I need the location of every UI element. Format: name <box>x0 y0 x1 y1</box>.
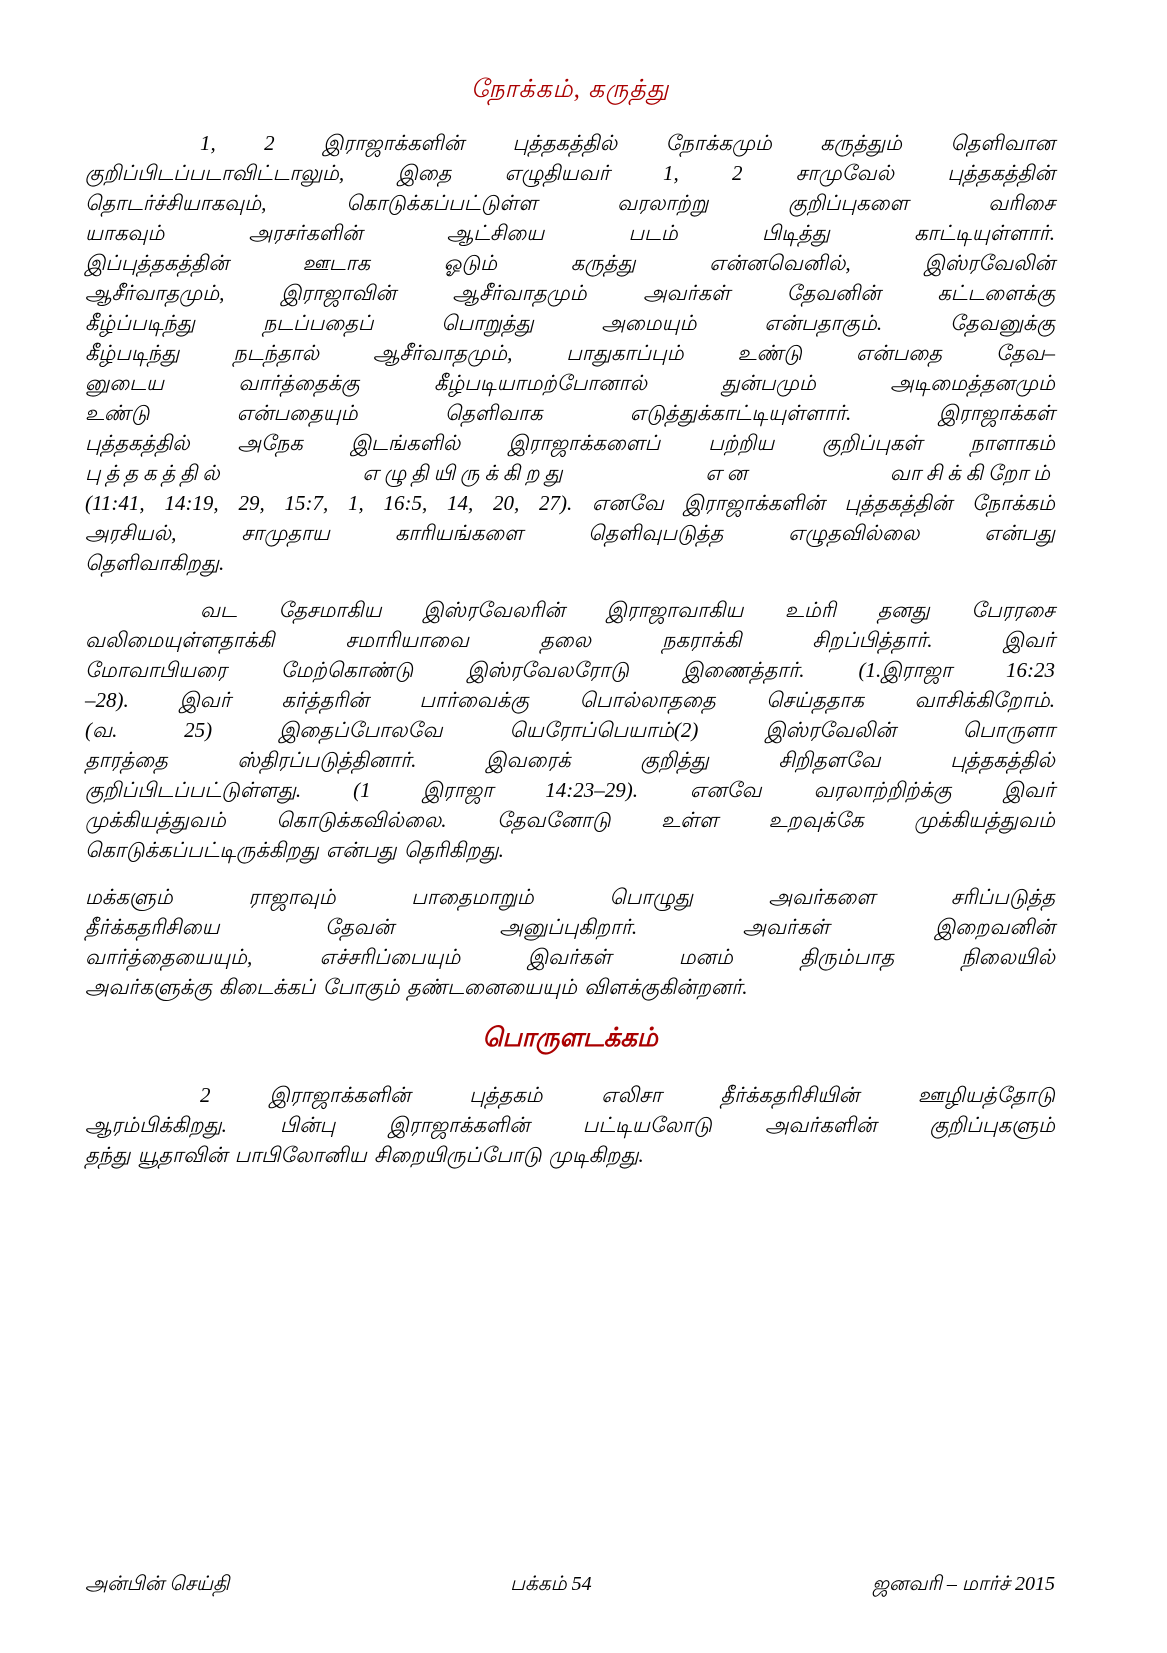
text-line: இப்புத்தகத்தின் ஊடாக ஓடும் கருத்து என்னவெனில், இஸ்ரவேலின் <box>85 251 1055 275</box>
body-paragraphs-top <box>85 128 1055 1002</box>
text-line: குறிப்பிடப்படாவிட்டாலும், இதை எழுதியவர் 1, 2 சாமுவேல் புத்தகத்தின் <box>85 161 1055 185</box>
text-line: கொடுக்கப்பட்டிருக்கிறது என்பது தெரிகிறது. <box>85 838 504 862</box>
text-line: ஆரம்பிக்கிறது. பின்பு இராஜாக்களின் பட்டியலோடு அவர்களின் குறிப்புகளும் <box>85 1113 1055 1137</box>
text-line: புத்தகத்தில் அநேக இடங்களில் இராஜாக்களைப் பற்றிய குறிப்புகள் நாளாகம் <box>85 431 1055 455</box>
text-line: வட தேசமாகிய இஸ்ரவேலரின் இராஜாவாகிய உம்ரி தனது பேரரசை <box>200 598 1055 622</box>
text-line: உண்டு என்பதையும் தெளிவாக எடுத்துக்காட்டியுள்ளார். இராஜாக்கள் <box>85 401 1055 425</box>
section-heading-contents: பொருளடக்கம் <box>482 1023 658 1052</box>
text-line: குறிப்பிடப்பட்டுள்ளது. (1 இராஜா 14:23–29). எனவே வரலாற்றிற்க்கு இவர் <box>85 778 1055 802</box>
text-line: தெளிவாகிறது. <box>85 551 225 575</box>
paragraph <box>85 882 1055 1002</box>
page-content <box>85 75 1055 1187</box>
text-line: முக்கியத்துவம் கொடுக்கவில்லை. தேவனோடு உள்ள உறவுக்கே முக்கியத்துவம் <box>85 808 1055 832</box>
footer-issue-date: ஜனவரி – மார்ச் 2015 <box>872 1573 1055 1595</box>
paragraph <box>85 595 1055 865</box>
text-line: 1, 2 இராஜாக்களின் புத்தகத்தில் நோக்கமும் கருத்தும் தெளிவான <box>200 131 1055 155</box>
text-line: தொடர்ச்சியாகவும், கொடுக்கப்பட்டுள்ள வரலாற்று குறிப்புகளை வரிசை <box>85 191 1055 215</box>
text-line: தீர்க்கதரிசியை தேவன் அனுப்புகிறார். அவர்கள் இறைவனின் <box>85 915 1055 939</box>
section-heading-purpose: நோக்கம், கருத்து <box>470 76 670 103</box>
text-line: வலிமையுள்ளதாக்கி சமாரியாவை தலை நகராக்கி சிறப்பித்தார். இவர் <box>85 628 1055 652</box>
paragraph <box>85 1080 1055 1170</box>
footer-magazine-title: அன்பின் செய்தி <box>85 1573 230 1595</box>
text-line: (11:41, 14:19, 29, 15:7, 1, 16:5, 14, 20, 27). எனவே இராஜாக்களின் புத்தகத்தின் நோக்கம் <box>85 491 1055 515</box>
text-line: அரசியல், சாமுதாய காரியங்களை தெளிவுபடுத்த எழுதவில்லை என்பது <box>85 521 1055 545</box>
footer-page-number: பக்கம் 54 <box>510 1573 592 1595</box>
text-line: கீழ்ப்படிந்து நடப்பதைப் பொறுத்து அமையும் என்பதாகும். தேவனுக்கு <box>85 311 1055 335</box>
body-paragraphs-bottom <box>85 1080 1055 1170</box>
text-line: மோவாபியரை மேற்கொண்டு இஸ்ரவேலரோடு இணைத்தார். (1.இராஜா 16:23 <box>85 658 1055 682</box>
text-line: அவர்களுக்கு கிடைக்கப் போகும் தண்டனையையும் விளக்குகின்றனர். <box>85 975 748 999</box>
text-line: –28). இவர் கர்த்தரின் பார்வைக்கு பொல்லாததை செய்ததாக வாசிக்கிறோம். <box>85 688 1055 712</box>
page-footer <box>85 1573 1055 1598</box>
text-line: னுடைய வார்த்தைக்கு கீழ்படியாமற்போனால் துன்பமும் அடிமைத்தனமும் <box>85 371 1055 395</box>
paragraph <box>85 128 1055 578</box>
text-line: வார்த்தையையும், எச்சரிப்பையும் இவர்கள் மனம் திரும்பாத நிலையில் <box>85 945 1055 969</box>
text-line: (வ. 25) இதைப்போலவே யெரோப்பெயாம்(2) இஸ்ரவேலின் பொருளா <box>85 718 1055 742</box>
text-line: யாகவும் அரசர்களின் ஆட்சியை படம் பிடித்து காட்டியுள்ளார். <box>85 221 1055 245</box>
text-line: தாரத்தை ஸ்திரப்படுத்தினார். இவரைக் குறித்து சிறிதளவே புத்தகத்தில் <box>85 748 1055 772</box>
text-line: மக்களும் ராஜாவும் பாதைமாறும் பொழுது அவர்களை சரிப்படுத்த <box>85 885 1055 909</box>
text-line: 2 இராஜாக்களின் புத்தகம் எலிசா தீர்க்கதரிசியின் ஊழியத்தோடு <box>200 1083 1055 1107</box>
text-line: ஆசீர்வாதமும், இராஜாவின் ஆசீர்வாதமும் அவர்கள் தேவனின் கட்டளைக்கு <box>85 281 1055 305</box>
text-line: தந்து யூதாவின் பாபிலோனிய சிறையிருப்போடு முடிகிறது. <box>85 1143 644 1167</box>
text-line: கீழ்படிந்து நடந்தால் ஆசீர்வாதமும், பாதுகாப்பும் உண்டு என்பதை தேவ– <box>85 341 1055 365</box>
text-line: புத்தகத்தில் எழுதியிருக்கிறது என வாசிக்கிறோம் <box>85 461 1055 485</box>
